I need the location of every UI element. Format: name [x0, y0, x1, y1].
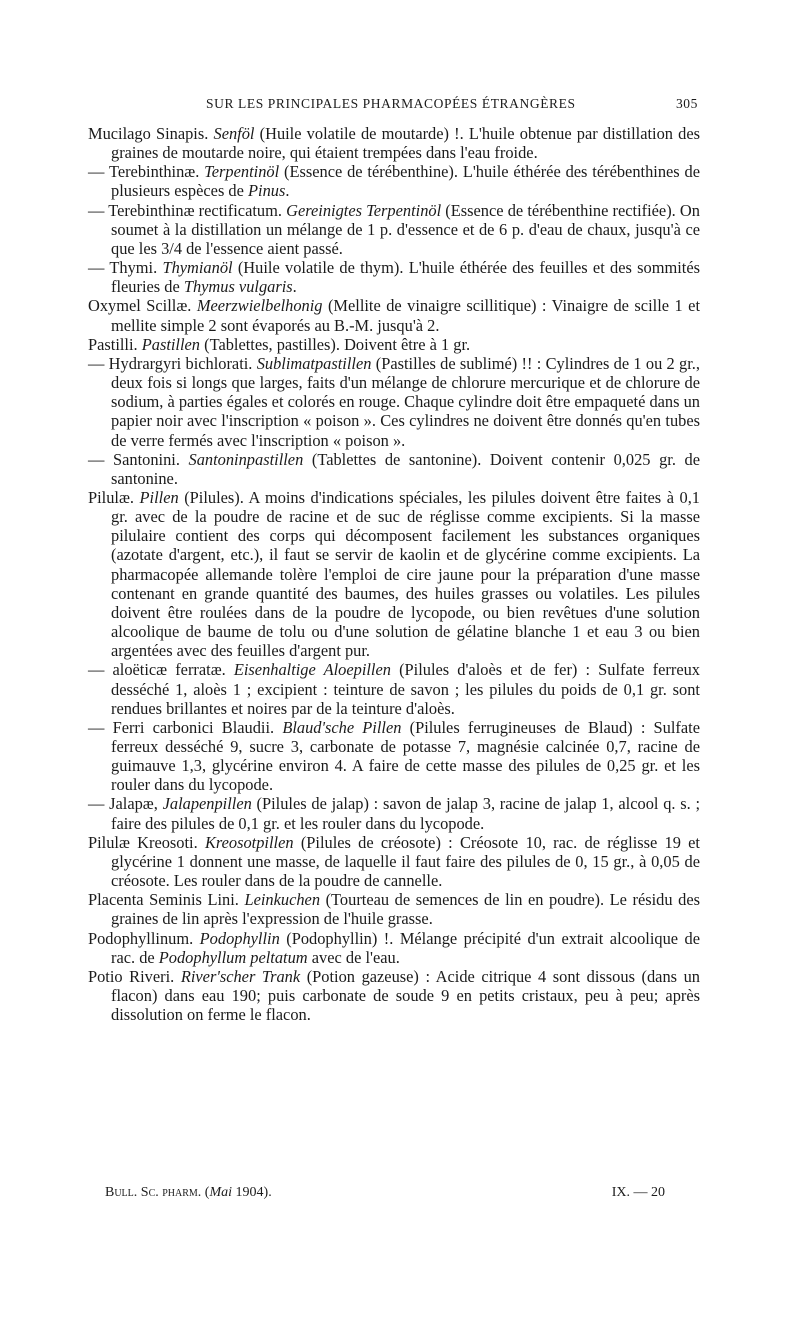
- entry-mucilago-sinapis: [88, 124, 700, 162]
- italic-term: Terpentinöl: [204, 162, 280, 182]
- text-run: .: [292, 277, 297, 297]
- journal-citation: [105, 1185, 272, 1201]
- text-run: — Thymi.: [88, 258, 163, 278]
- italic-term: Leinkuchen: [244, 890, 321, 910]
- italic-term: Sublimatpastillen: [256, 353, 372, 373]
- text-run: (Potion gazeuse) : Acide citrique 4 sont dissous (dans un flacon) dans eau 190; puis carbonate de soude 9 en petits cristaux, peu à peu; après dissolution on ferme le flacon.: [111, 966, 700, 1025]
- entry-potio-riveri: [88, 967, 700, 1024]
- entry-placenta-seminis-lini: [88, 890, 700, 928]
- entry-ferri-carbonici-blaudii: [88, 718, 700, 795]
- text-run: Mucilago Sinapis.: [88, 124, 214, 143]
- text-run: — Terebinthinæ.: [88, 162, 205, 182]
- italic-term: Eisenhaltige Aloepillen: [233, 660, 391, 680]
- text-run: avec de l'eau.: [307, 947, 400, 967]
- text-run: (Huile volatile de thym). L'huile éthérée des feuilles et des sommités fleuries de: [111, 258, 700, 297]
- entry-pilulae-kreosoti: [88, 833, 700, 890]
- entry-jalapae: [88, 794, 700, 832]
- italic-term: Podophyllin: [199, 928, 280, 948]
- text-run: — Ferri carbonici Blaudii.: [88, 717, 283, 737]
- text-run: (Essence de térébenthine rectifiée). On soumet à la distillation un mélange de 1 p. d'essence et de 6 p. d'eau de chaux, jusqu'à ce que les 3/4 de l'essence aient passé.: [111, 200, 700, 258]
- text-run: (Pilules de créosote) : Créosote 10, rac. de réglisse 19 et glycérine 1 donnent une masse, de laquelle il faut faire des pilules de 0, 15 gr., à 0,05 de créosote. Les rouler dans de la poudre de cannelle.: [111, 832, 700, 891]
- running-title: SUR LES PRINCIPALES PHARMACOPÉES ÉTRANGÈRES: [206, 96, 576, 111]
- italic-term: Senföl: [213, 124, 255, 143]
- italic-term: Kreosotpillen: [204, 832, 294, 852]
- text-run: Pastilli.: [88, 334, 142, 354]
- italic-term: Podophyllum peltatum: [158, 947, 308, 967]
- page-number: 305: [675, 96, 698, 111]
- entry-thymi: [88, 258, 700, 296]
- text-run: (Huile volatile de moutarde) !. L'huile obtenue par distillation des graines de moutarde noire, qui étaient trempées dans l'eau froide.: [111, 124, 701, 163]
- italic-term: Meerzwielbelhonig: [196, 296, 323, 316]
- body-text: [88, 124, 700, 1024]
- text-run: — Jalapæ,: [88, 794, 163, 814]
- italic-term: Jalapenpillen: [162, 794, 252, 814]
- text-run: — Hydrargyri bichlorati.: [88, 353, 257, 373]
- text-run: (Pilules d'aloès et de fer) : Sulfate ferreux desséché 1, aloès 1 ; excipient : teinture de savon ; les pilules du poids de 0,1 gr. sont rendues brillantes et noires par de la teinture d'aloès.: [111, 660, 700, 718]
- running-head: [88, 96, 698, 118]
- text-run: (Tablettes de santonine). Doivent contenir 0,025 gr. de santonine.: [111, 449, 700, 488]
- text-run: — Terebinthinæ rectificatum.: [88, 200, 287, 220]
- italic-term: River'scher Trank: [180, 966, 301, 986]
- text-run: (Pilules de jalap) : savon de jalap 3, racine de jalap 1, alcool q. s. ; faire des pilules de 0,1 gr. et les rouler dans du lycopode.: [111, 794, 701, 833]
- entry-santonini: [88, 450, 700, 488]
- text-run: Pilulæ.: [88, 487, 140, 507]
- entry-terebinthinae: [88, 162, 700, 200]
- text-run: Podophyllinum.: [88, 928, 200, 948]
- italic-term: Thymianöl: [162, 258, 233, 278]
- entry-oxymel-scillae: [88, 296, 700, 334]
- italic-term: Pinus: [248, 181, 286, 201]
- text-run: Oxymel Scillæ.: [88, 296, 197, 316]
- text-run: .: [285, 181, 290, 201]
- text-run: (Tablettes, pastilles). Doivent être à 1 gr.: [200, 334, 471, 354]
- volume-sheet: IX. — 20: [611, 1185, 665, 1200]
- journal-name: Bull. Sc. pharm. (: [105, 1185, 210, 1200]
- text-run: (Pastilles de sublimé) !! : Cylindres de 1 ou 2 gr., deux fois si longs que larges, faits d'un mélange de chlorure mercurique et de chlorure de sodium, à parties égales et colorés en rouge. Chaque cylindre doit être empaqueté dans un papier noir avec l'inscription « poison ». Ces cylindres ne doivent être donnés qu'en tubes de verre fermés avec l'inscription « poison ».: [111, 353, 700, 450]
- entry-podophyllinum: [88, 929, 700, 967]
- entry-hydrargyri-bichlorati: [88, 354, 700, 450]
- entry-pilulae: [88, 488, 700, 660]
- italic-term: Santoninpastillen: [188, 449, 304, 469]
- text-run: — Santonini.: [88, 449, 189, 469]
- italic-term: Blaud'sche Pillen: [282, 717, 402, 737]
- italic-term: Pastillen: [141, 334, 201, 354]
- text-run: (Essence de térébenthine). L'huile éthérée des térébenthines de plusieurs espèces de: [111, 162, 700, 201]
- entry-terebinthinae-rectificatum: [88, 201, 700, 258]
- italic-term: Gereinigtes Terpentinöl: [286, 200, 442, 220]
- text-run: Placenta Seminis Lini.: [88, 890, 245, 910]
- text-run: Potio Riveri.: [88, 966, 181, 986]
- citation-month: Mai: [209, 1185, 233, 1200]
- text-run: (Mellite de vinaigre scillitique) : Vinaigre de scille 1 et mellite simple 2 sont évaporés au B.-M. jusqu'à 2.: [111, 296, 700, 335]
- text-run: (Pilules). A moins d'indications spéciales, les pilules doivent être faites à 0,1 gr. avec de la poudre de racine et de suc de réglisse comme excipients. Si la masse pilulaire contient des corps qui décomposent facilement les substances organiques (azotate d'argent, etc.), il faut se servir de kaolin et de glycérine comme excipients. La pharmacopée allemande tolère l'emploi de cire jaune pour la préparation d'une masse contenant en grande quantité des baumes, des huiles grasses ou volatiles. Les pilules doivent être roulées dans de la poudre de lycopode, ou bien revêtues d'une solution alcoolique de baume de tolu ou d'une solution de gélatine blanche 1 et eau 3 ou bien argentées avec des feuilles d'argent pur.: [111, 487, 700, 661]
- italic-term: Thymus vulgaris: [183, 277, 293, 297]
- text-run: (Pilules ferrugineuses de Blaud) : Sulfate ferreux desséché 9, sucre 3, carbonate de potasse 7, magnésie calcinée 0,7, racine de guimauve 1,3, glycérine environ 4. A faire de cette masse des pilules de 0,25 gr. et les rouler dans du lycopode.: [111, 717, 700, 795]
- page-footer: [105, 1185, 665, 1207]
- entry-aloeticae-ferratae: [88, 660, 700, 717]
- text-run: (Tourteau de semences de lin en poudre). Le résidu des graines de lin après l'expression de l'huile grasse.: [111, 890, 700, 929]
- citation-year: 1904).: [232, 1185, 272, 1200]
- text-run: (Podophyllin) !. Mélange précipité d'un extrait alcoolique de rac. de: [111, 928, 701, 967]
- text-run: Pilulæ Kreosoti.: [88, 832, 205, 852]
- entry-pastilli: [88, 335, 700, 354]
- text-run: — aloëticæ ferratæ.: [88, 660, 234, 680]
- italic-term: Pillen: [139, 487, 179, 507]
